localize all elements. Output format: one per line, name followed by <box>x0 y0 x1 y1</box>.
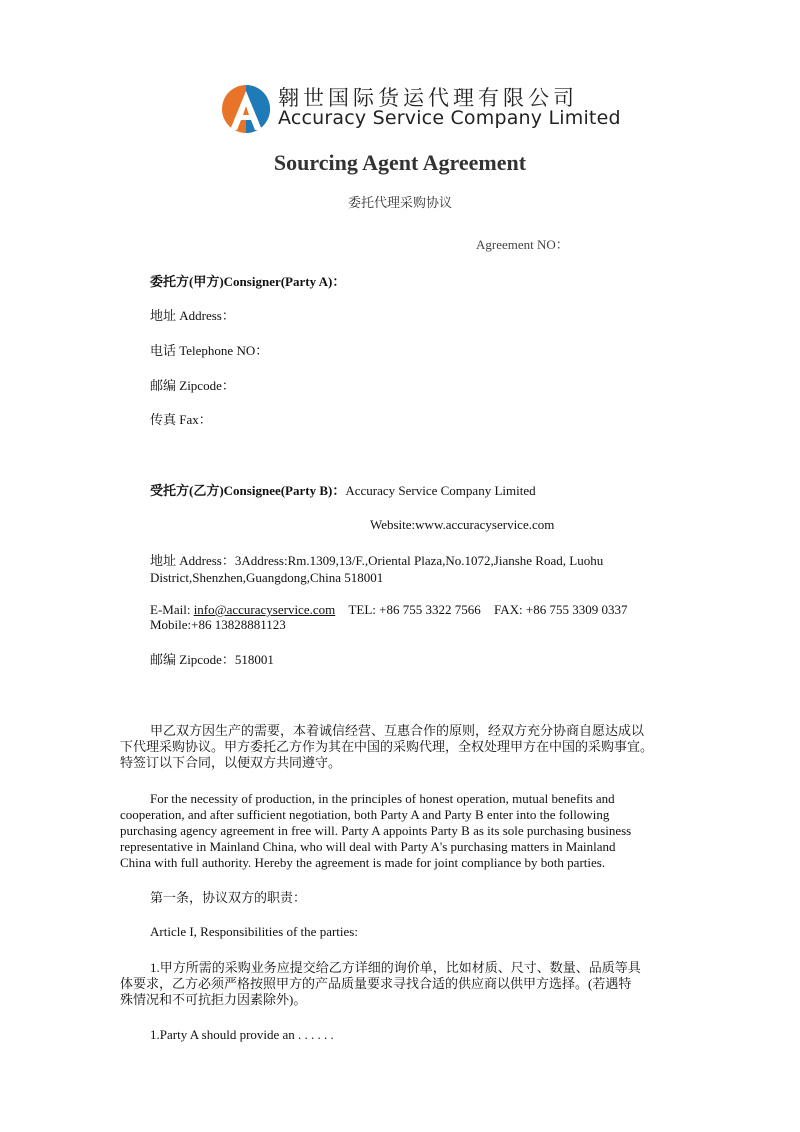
intro-en-line1: For the necessity of production, in the principles of honest operation, mutual benefits and <box>150 791 615 806</box>
fax-value: FAX: +86 755 3309 0337 <box>494 602 628 617</box>
clause1-en: 1.Party A should provide an . . . . . . <box>150 1027 334 1042</box>
company-logo <box>220 82 621 134</box>
party-b-website: Website:www.accuracyservice.com <box>370 517 555 532</box>
article1-heading-cn: 第一条，协议双方的职责： <box>150 890 307 905</box>
clause1-cn-line3: 殊情况和不可抗拒力因素除外)。 <box>120 992 307 1007</box>
party-b-heading-en: Consignee(Party B)： <box>223 483 346 498</box>
mobile-value: Mobile:+86 13828881123 <box>150 617 286 632</box>
party-b-heading <box>150 483 536 499</box>
intro-en-line5: China with full authority. Hereby the agreement is made for joint compliance by both parties. <box>120 855 606 870</box>
clause1-cn-line2: 体要求，乙方必须严格按照甲方的产品质量要求寻找合适的供应商以供甲方选择。(若遇特 <box>120 976 632 991</box>
company-name-en: Accuracy Service Company Limited <box>278 107 621 129</box>
email-link[interactable]: info@accuracyservice.com <box>193 602 336 617</box>
article1-heading-en: Article I, Responsibilities of the parties: <box>150 924 358 939</box>
document-subtitle: 委托代理采购协议 <box>347 196 452 211</box>
intro-en-line2: cooperation, and after sufficient negotiation, both Party A and Party B enter into the following <box>120 807 610 822</box>
document-title: Sourcing Agent Agreement <box>273 150 527 175</box>
party-a-heading-en: Consigner(Party A)： <box>223 274 346 289</box>
intro-cn-line1: 甲乙双方因生产的需要，本着诚信经营、互惠合作的原则，经双方充分协商自愿达成以 <box>150 723 645 738</box>
agreement-number-label: Agreement NO： <box>476 237 569 252</box>
party-a-heading-cn: 委托方(甲方) <box>150 274 224 289</box>
party-b-zipcode: 邮编 Zipcode：518001 <box>150 652 274 667</box>
party-b-address-line2: District,Shenzhen,Guangdong,China 518001 <box>150 570 384 585</box>
logo-mark-icon <box>220 82 272 134</box>
company-name-cn: 翱世国际货运代理有限公司 <box>278 86 578 110</box>
party-b-name: Accuracy Service Company Limited <box>345 483 536 498</box>
telephone-value: TEL: +86 755 3322 7566 <box>348 602 481 617</box>
party-b-contact-line <box>150 602 628 618</box>
party-b-address-line1: 地址 Address：3Address:Rm.1309,13/F.,Oriental Plaza,No.1072,Jianshe Road, Luohu <box>150 553 604 568</box>
party-a-fax-label: 传真 Fax： <box>150 412 212 427</box>
party-b-heading-cn: 受托方(乙方) <box>150 483 224 498</box>
party-a-address-label: 地址 Address： <box>150 308 235 323</box>
intro-en-line4: representative in Mainland China, who will deal with Party A's purchasing matters in Mainland <box>120 839 616 854</box>
clause1-cn-line1: 1.甲方所需的采购业务应提交给乙方详细的询价单，比如材质、尺寸、数量、品质等具 <box>150 960 641 975</box>
intro-cn-line2: 下代理采购协议。甲方委托乙方作为其在中国的采购代理，全权处理甲方在中国的采购事宜。 <box>120 739 654 754</box>
party-a-heading <box>150 274 345 290</box>
email-label: E-Mail: <box>150 602 191 617</box>
party-a-zipcode-label: 邮编 Zipcode： <box>150 378 235 393</box>
intro-en-line3: purchasing agency agreement in free will. Party A appoints Party B as its sole purchasing business <box>120 823 632 838</box>
intro-cn-line3: 特签订以下合同，以便双方共同遵守。 <box>120 755 342 770</box>
party-a-telephone-label: 电话 Telephone NO： <box>150 343 269 358</box>
